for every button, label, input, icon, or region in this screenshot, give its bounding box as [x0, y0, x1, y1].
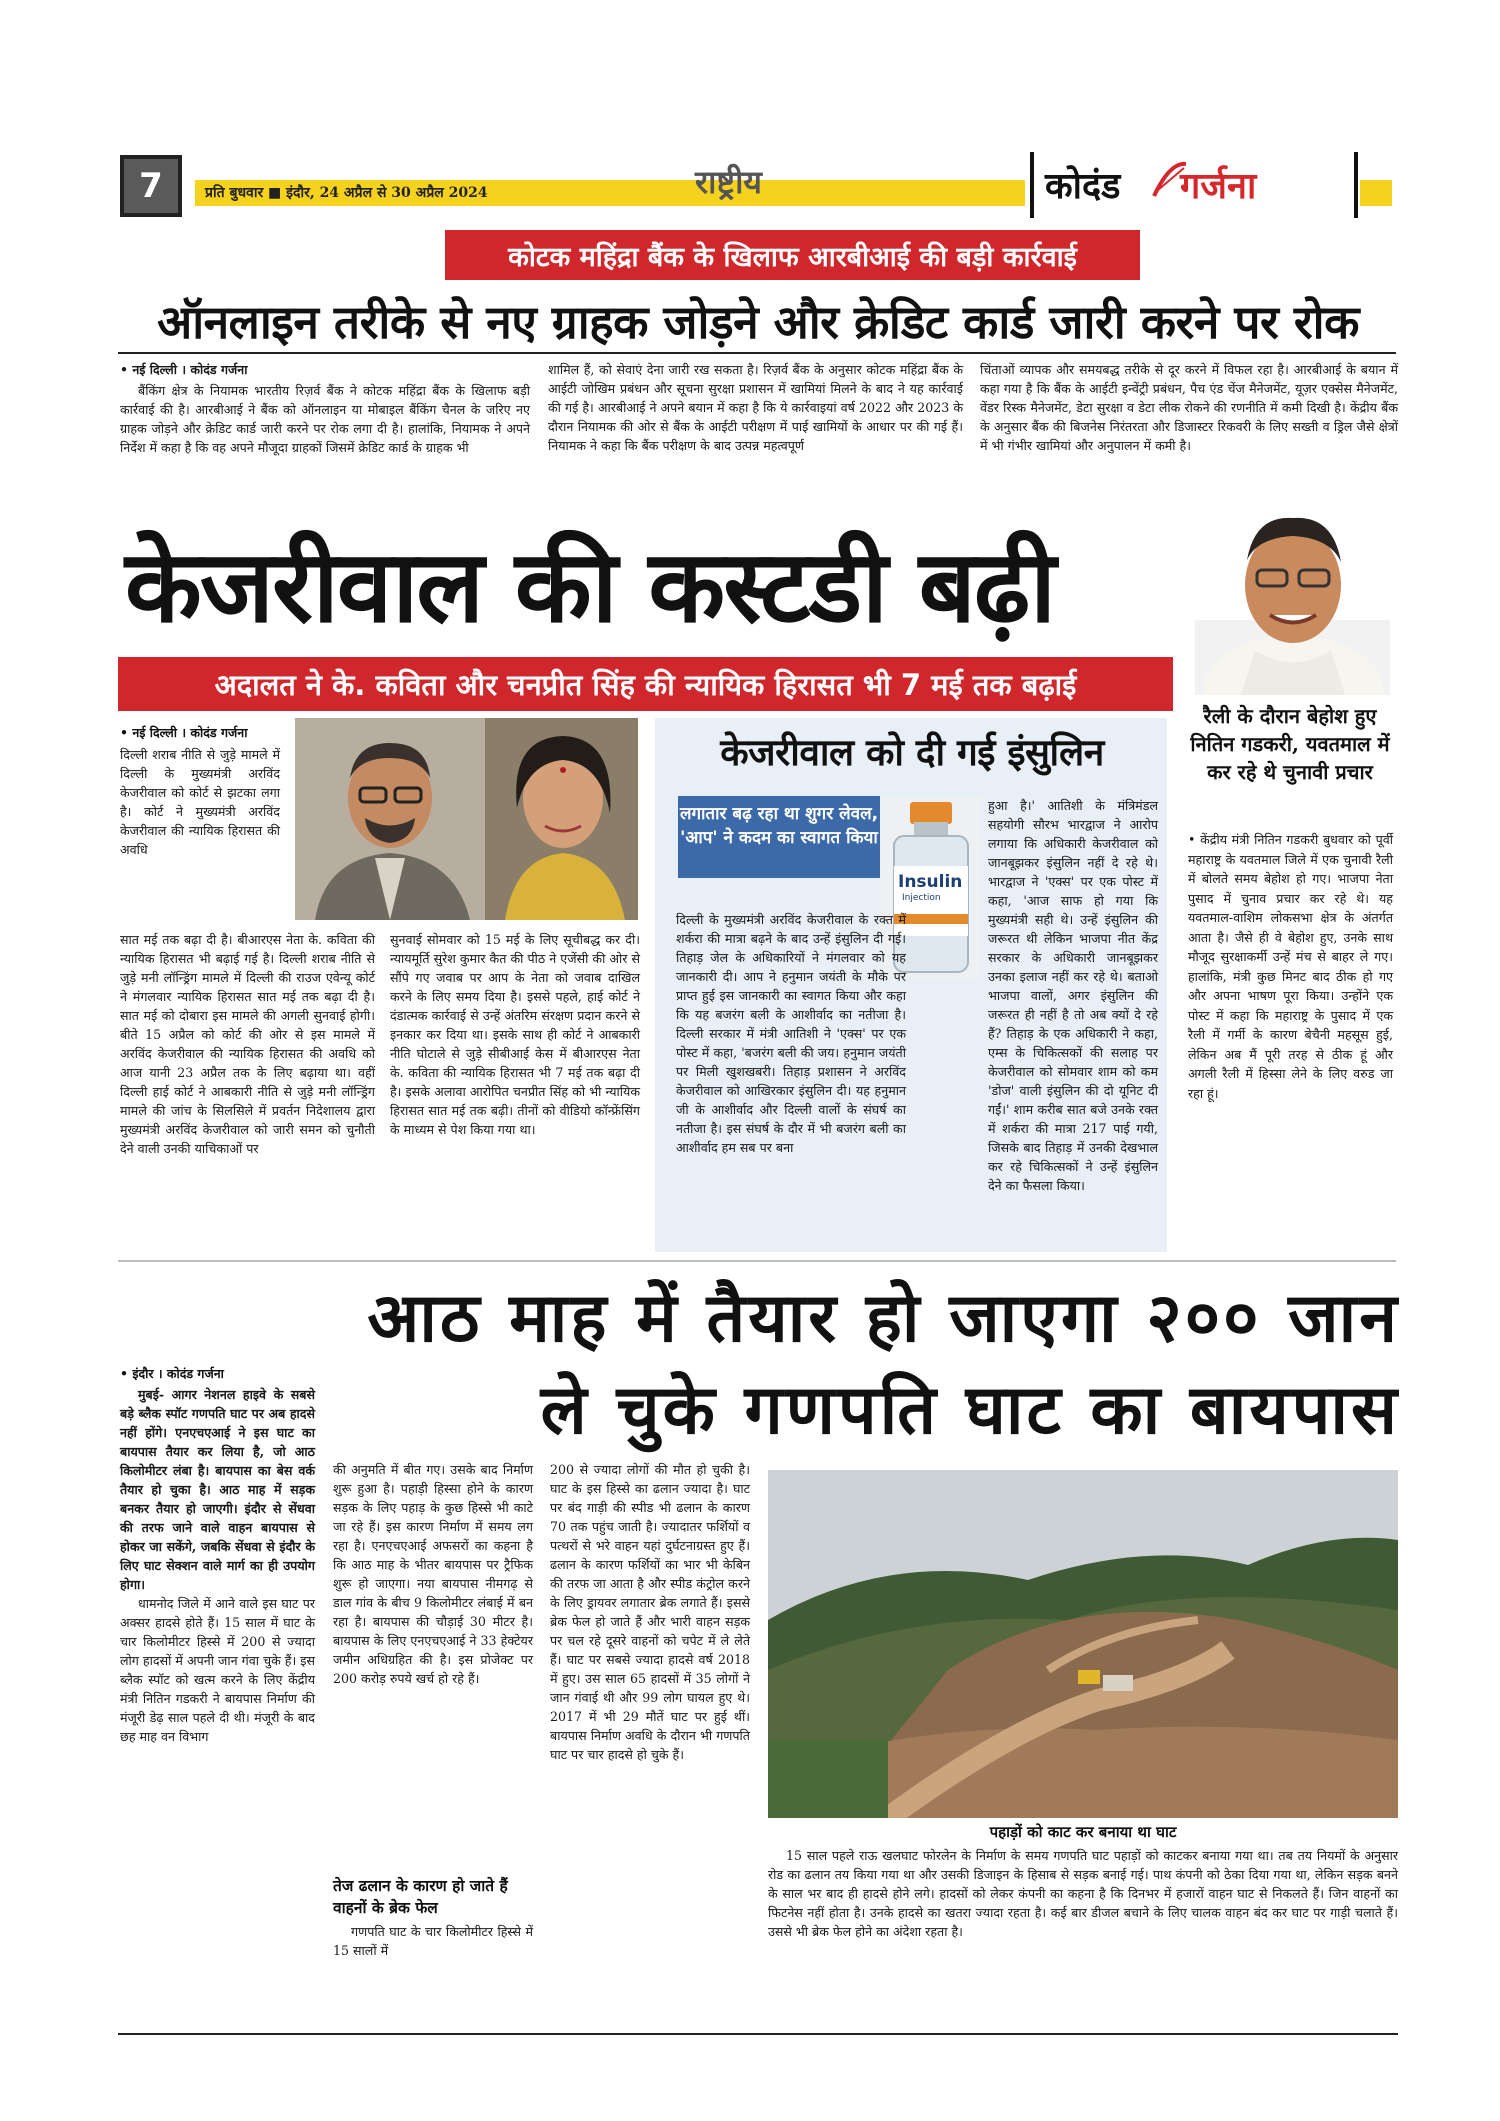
gadkari-photo — [1195, 500, 1390, 695]
insulin-text: हुआ है।' आतिशी के मंत्रिमंडल सहयोगी सौरभ भारद्वाज ने आरोप लगाया कि अधिकारी केजरीवाल को जानबूझकर इंसुलिन नहीं दे रहे थे। भारद्वाज ने 'एक्स' पर एक पोस्ट में कहा, 'आज साफ हो गया कि मुख्यमंत्री सही थे। उन्हें इंसुलिन की जरूरत थी लेकिन भाजपा नीत केंद्र सरकार के अधिकारी जानबूझकर उनका इलाज नहीं कर रहे थे। बताओ भाजपा वालों, अगर इंसुलिन की जरूरत ही नहीं है तो अब क्यों दे रहे हैं? तिहाड़ के एक अधिकारी ने कहा, एम्स के चिकित्सकों की सलाह पर केजरीवाल को सोमवार शाम को कम 'डोज' वाली इंसुलिन की दो यूनिट दी गईं।' शाम करीब सात बजे उनके रक्त में शर्करा की मात्रा 217 पाई गयी, जिसके बाद तिहाड़ में उनकी देखभाल कर रहे चिकित्सकों ने उन्हें इंसुलिन देने का फैसला किया। — [988, 798, 1158, 1193]
article1-text: शामिल हैं, को सेवाएं देना जारी रख सकता है। रिज़र्व बैंक के अनुसार कोटक महिंद्रा बैंक के आईटी जोखिम प्रबंधन और सूचना सुरक्षा प्रशासन में खामियां मिलने के बाद ने यह कार्रवाई की गई है। आरबीआई ने अपने बयान में कहा है कि ये कार्रवाइयां वर्ष 2022 और 2023 के दौरान नियामक की ओर से बैंक के आईटी परीक्षण में पाई खामियों के आधार पर की गई हैं। नियामक ने कहा कि बैंक परीक्षण के बाद उत्पन्न महत्वपूर्ण — [548, 362, 963, 453]
article1-text: बैंकिंग क्षेत्र के नियामक भारतीय रिज़र्व बैंक ने कोटक महिंद्रा बैंक के खिलाफ बड़ी कार्रवाई की है। आरबीआई ने बैंक को ऑनलाइन या मोबाइल बैंकिंग चैनल के जरिए नए ग्राहक जोड़ने और क्रेडिट कार्ड जारी करने पर रोक लगा दी है। हालांकि, नियामक ने अपने निर्देश में कहा है कि वह अपने मौजूदा ग्राहकों जिसमें क्रेडिट कार्ड के ग्राहक भी — [120, 383, 530, 455]
article1-column-3 — [980, 360, 1398, 455]
article2-subhead: अदालत ने के. कविता और चनप्रीत सिंह की न्यायिक हिरासत भी 7 मई तक बढ़ाई — [118, 657, 1173, 711]
insulin-callout: लगातार बढ़ रहा था शुगर लेवल, 'आप' ने कदम का स्वागत किया — [678, 796, 880, 878]
ghat-photo-caption: पहाड़ों को काट कर बनाया था घाट — [989, 1823, 1177, 1841]
article1-column-2 — [548, 360, 963, 455]
dateline: प्रति बुधवार ■ इंदौर, 24 अप्रैल से 30 अप्रैल 2024 — [205, 185, 488, 201]
article2-headline: केजरीवाल की कस्टडी बढ़ी — [125, 528, 1055, 645]
insulin-column-2 — [988, 796, 1158, 1195]
divider — [118, 1260, 1396, 1262]
kejriwal-kavitha-photo — [295, 718, 638, 920]
article3-text: की अनुमति में बीत गए। उसके बाद निर्माण शुरू हुआ है। पहाड़ी हिस्सा होने के कारण सड़क के लिए पहाड़ के कुछ हिस्से भी काटे जा रहे हैं। इस कारण निर्माण में समय लग रहा है। एनएचएआई अफसरों का कहना है कि आठ माह के भीतर बायपास पर ट्रैफिक शुरू हो जाएगा। नया बायपास नीमगढ़ से डाल गांव के बीच 9 किलोमीटर लंबाई में बन रहा है। बायपास की चौड़ाई 30 मीटर है। बायपास के लिए एनएचएआई ने 33 हेक्टेयर जमीन अधिग्रहित की है। इस प्रोजेक्ट पर 200 करोड़ रुपये खर्च हो रहे हैं। — [333, 1462, 533, 1686]
bottom-divider — [118, 2033, 1398, 2035]
article2-column-1a — [120, 745, 280, 859]
article3-column-1 — [120, 1385, 315, 1746]
article3-lead: मुबई- आगर नेशनल हाइवे के सबसे बड़े ब्लैक स्पॉट गणपति घाट पर अब हादसे नहीं होंगे। एनएचएआई ने इस घाट का बायपास तैयार कर लिया है, जो आठ किलोमीटर लंबा है। बायपास का बेस वर्क तैयार हो चुका है। आठ माह में सड़क बनकर तैयार हो जाएगी। इंदौर से सेंधवा की तरफ जाने वाले वाहन बायपास से होकर जा सकेंगे, जबकि सेंधवा से इंदौर के लिए घाट सेक्शन वाले मार्ग का ही उपयोग होगा। — [120, 1387, 315, 1592]
insulin-headline: केजरीवाल को दी गई इंसुलिन — [720, 731, 1104, 774]
article1-byline: • नई दिल्ली । कोदंड गर्जना — [120, 362, 248, 377]
article2-text: सुनवाई सोमवार को 15 मई के लिए सूचीबद्ध कर दी। न्यायमूर्ति सुरेश कुमार कैत की पीठ ने एजेंसी की ओर से सौंपे गए जवाब पर आप के नेता को जवाब दाखिल करने के लिए समय दिया है। इससे पहले, हाई कोर्ट ने दंडात्मक कार्रवाई से उन्हें अंतरिम संरक्षण प्रदान करने से इनकार कर दिया था। इसके साथ ही कोर्ट ने आबकारी नीति घोटाले से जुड़े सीबीआई केस में बीआरएस नेता के. कविता की न्यायिक हिरासत भी 7 मई तक बढ़ा दी है। इसके अलावा आरोपित चनप्रीत सिंह को भी न्यायिक हिरासत सात मई तक बढ़ी। तीनों को वीडियो कॉन्फ्रेंसिंग के माध्यम से पेश किया गया था। — [390, 932, 640, 1137]
gadkari-text: • केंद्रीय मंत्री नितिन गडकरी बुधवार को पूर्वी महाराष्ट्र के यवतमाल जिले में एक चुनावी रैली में बोलते समय बेहोश हो गए। भाजपा नेता पुसाद में चुनाव प्रचार कर रहे थे। यह यवतमाल-वाशिम लोकसभा क्षेत्र के अंतर्गत आता है। जैसे ही वे बेहोश हुए, उनके साथ मौजूद सुरक्षाकर्मी उन्हें मंच से बाहर ले गए। हालांकि, मंत्री कुछ मिनट बाद ठीक हो गए और अपना भाषण पूरा किया। उन्होंने एक पोस्ट में कहा कि महाराष्ट्र के पुसाद में एक रैली में गर्मी के कारण बेचैनी महसूस हुई, लेकिन अब मैं पूरी तरह से ठीक हूं और अगली रैली में हिस्सा लेने के लिए वरुड जा रहा हूं। — [1188, 832, 1393, 1101]
insulin-column-1 — [676, 910, 906, 1157]
article3-column-3 — [550, 1460, 750, 1764]
article1-column-1 — [120, 360, 530, 457]
article3-headline-line2: ले चुके गणपति घाट का बायपास — [540, 1371, 1400, 1450]
article2-byline: • नई दिल्ली । कोदंड गर्जना — [120, 725, 248, 740]
article3-text: 200 से ज्यादा लोगों की मौत हो चुकी है। घाट के इस हिस्से का ढलान ज्यादा है। घाट पर बंद गाड़ी की स्पीड भी ढलान के कारण 70 तक पहुंच जाती है। ज्यादातर फर्शियों व पत्थरों से भरे वाहन यहां दुर्घटनाग्रस्त हुए हैं। ढलान के कारण फर्शियों का भार भी केबिन की तरफ जा आता है और स्पीड कंट्रोल करने के लिए ड्रायवर लगातार ब्रेक लगाते हैं। इससे ब्रेक फेल हो जाते हैं और भारी वाहन सड़क पर चल रहे दूसरे वाहनों को चपेट में ले लेते हैं। घाट पर सबसे ज्यादा हादसे वर्ष 2018 में हुए। उस साल 65 हादसों में 35 लोगों ने जान गंवाई थी और 99 लोग घायल हुए थे। 2017 में भी 29 मौतें घाट पर हुई थीं। बायपास निर्माण अवधि के दौरान भी गणपति घाट पर चार हादसे हो चुके हैं। — [550, 1462, 750, 1762]
article3-column-2b — [333, 1922, 533, 1960]
article2-column-1b — [120, 930, 375, 1158]
page-number: 7 — [120, 155, 182, 217]
logo-text-right: गर्जना — [1180, 166, 1257, 207]
gadkari-headline: रैली के दौरान बेहोश हुए नितिन गडकरी, यवतमाल में कर रहे थे चुनावी प्रचार — [1190, 704, 1390, 784]
insulin-text: दिल्ली के मुख्यमंत्री अरविंद केजरीवाल के रक्त में शर्करा की मात्रा बढ़ने के बाद उन्हें इंसुलिन दी गई। तिहाड़ जेल के अधिकारियों ने मंगलवार को यह जानकारी दी। आप ने हनुमान जयंती के मौके पर प्राप्त हुई इस जानकारी का स्वागत किया और कहा कि यह बजरंग बली के आशीर्वाद का नतीजा है। दिल्ली सरकार में मंत्री आतिशी ने 'एक्स' पर एक पोस्ट में कहा, 'बजरंग बली की जय। हनुमान जयंती पर मिली खुशखबरी। तिहाड़ प्रशासन ने अरविंद केजरीवाल को आखिरकार इंसुलिन दी। यह हनुमान जी के आशीर्वाद और दिल्ली वालों के संघर्ष का नतीजा है। इस संघर्ष के दौर में भी बजरंग बली का आशीर्वाद हम सब पर बना — [676, 912, 906, 1155]
article3-text: गणपति घाट के चार किलोमीटर हिस्से में 15 सालों में — [333, 1924, 533, 1958]
article2-text: दिल्ली शराब नीति से जुड़े मामले में दिल्ली के मुख्यमंत्री अरविंद केजरीवाल को कोर्ट से झटका लगा है। कोर्ट ने मुख्यमंत्री अरविंद केजरीवाल की न्यायिक हिरासत की अवधि — [120, 747, 280, 857]
article3-headline-line1: आठ माह में तैयार हो जाएगा २०० जान — [367, 1279, 1400, 1358]
ghat-photo — [768, 1470, 1398, 1818]
article3-byline: • इंदौर । कोदंड गर्जना — [120, 1366, 224, 1381]
article1-kicker: कोटक महिंद्रा बैंक के खिलाफ आरबीआई की बड़ी कार्रवाई — [445, 230, 1140, 280]
article1-headline: ऑनलाइन तरीके से नए ग्राहक जोड़ने और क्रेडिट कार्ड जारी करने पर रोक — [157, 295, 1359, 349]
article3-column-2 — [333, 1460, 533, 1688]
vial-label: Insulin — [898, 872, 963, 892]
ghat-photo-text — [768, 1846, 1398, 1941]
gadkari-body — [1188, 830, 1393, 1103]
ghat-text: 15 साल पहले राऊ खलघाट फोरलेन के निर्माण के समय गणपति घाट पहाड़ों को काटकर बनाया गया था। तब तय नियमों के अनुसार रोड का ढलान तय किया गया था और उसकी डिजाइन के हिसाब से सड़क बनाई गई। पाथ कंपनी को ठेका दिया गया था, लेकिन सड़क बनने के साल भर बाद ही हादसे होने लगे। हादसों को लेकर कंपनी का कहना है कि दिनभर में हजारों वाहन घाट से निकलते हैं। जिन वाहनों का फिटनेस नहीं होता है। उनके हादसे का खतरा ज्यादा रहता है। कई बार डीजल बचाने के लिए चालक वाहन बंद कर घाट पर गाड़ी चलाते हैं। उससे भी ब्रेक फेल होने का अंदेशा रहता है। — [768, 1848, 1398, 1939]
article3-subhead: तेज ढलान के कारण हो जाते हैं वाहनों के ब्रेक फेल — [333, 1877, 508, 1917]
logo-text-left: कोदंड — [1045, 166, 1121, 207]
article2-column-2 — [390, 930, 640, 1139]
vial-sublabel: Injection — [902, 893, 941, 903]
dateline-bar-right — [1360, 180, 1392, 206]
article2-text: सात मई तक बढ़ा दी है। बीआरएस नेता के. कविता की न्यायिक हिरासत भी बढ़ाई गई है। दिल्ली शराब नीति से जुड़े मनी लॉन्ड्रिंग मामले में दिल्ली की राउज एवेन्यू कोर्ट ने मंगलवार न्यायिक हिरासत सात मई तक बढ़ा दी है। सात मई को दोबारा इस मामले की अगली सुनवाई होगी। बीते 15 अप्रैल को कोर्ट की ओर से इस मामले में अरविंद केजरीवाल की न्यायिक हिरासत की अवधि को आज यानी 23 अप्रैल तक के लिए बढ़ाया था। वहीं दिल्ली हाई कोर्ट ने आबकारी नीति से जुड़े मनी लॉन्ड्रिंग मामले की जांच के सिलसिले में प्रवर्तन निदेशालय द्वारा मुख्यमंत्री अरविंद केजरीवाल को जारी समन को चुनौती देने वाली उनकी याचिकाओं पर — [120, 932, 375, 1156]
article1-text: चिंताओं व्यापक और समयबद्ध तरीके से दूर करने में विफल रहा है। आरबीआई के बयान में कहा गया है कि बैंक के आईटी इन्वेंट्री प्रबंधन, पैच एंड चेंज मैनेजमेंट, यूज़र एक्सेस मैनेजमेंट, वेंडर रिस्क मैनेजमेंट, डेटा सुरक्षा व डेटा लीक रोकने की रणनीति में कमी दिखी है। केंद्रीय बैंक के अनुसार बैंक की बिजनेस निरंतरता और डिजास्टर रिकवरी के लिए सख्ती व ड्रिल जैसे क्षेत्रों में भी गंभीर खामियां और अनुपालन में कमी है। — [980, 362, 1398, 453]
article3-text: धामनोद जिले में आने वाले इस घाट पर अक्सर हादसे होते हैं। 15 साल में घाट के चार किलोमीटर हिस्से में 200 से ज्यादा लोग हादसों में अपनी जान गंवा चुके हैं। इस ब्लैक स्पॉट को खत्म करने के लिए केंद्रीय मंत्री नितिन गडकरी ने बायपास निर्माण की मंजूरी डेढ़ साल पहले दी थी। मंजूरी के बाद छह माह वन विभाग — [120, 1596, 315, 1744]
divider — [118, 352, 1396, 354]
section-title: राष्ट्रीय — [695, 163, 762, 201]
